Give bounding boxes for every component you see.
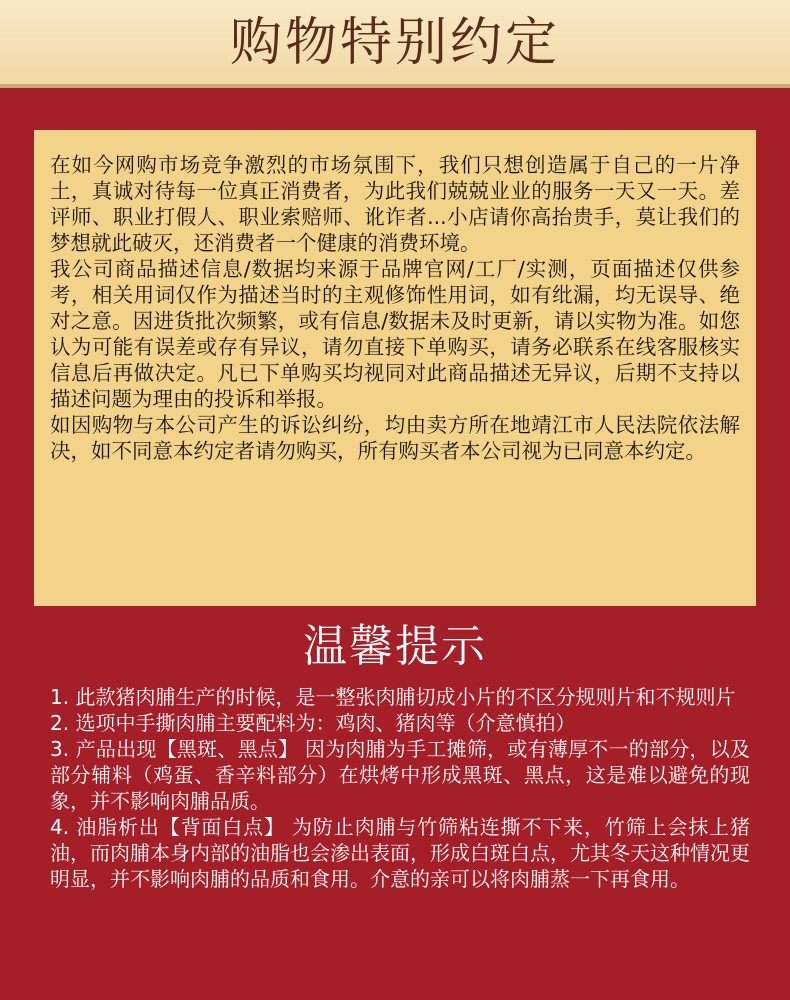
header-banner: [0, 0, 790, 88]
tips-list: [50, 684, 750, 892]
agreement-paragraph: 在如今网购市场竞争激烈的市场氛围下，我们只想创造属于自己的一片净土，真诚对待每一位真正消费者，为此我们兢兢业业的服务一天又一天。差评师、职业打假人、职业索赔师、讹诈者...小店请你高抬贵手，莫让我们的梦想就此破灭，还消费者一个健康的消费环境。: [50, 153, 740, 255]
agreement-paragraph: 我公司商品描述信息/数据均来源于品牌官网/工厂/实测，页面描述仅供参考，相关用词仅作为描述当时的主观修饰性用词，如有纰漏，均无误导、绝对之意。因进货批次频繁，或有信息/数据未及时更新，请以实物为准。如您认为可能有误差或存有异议，请勿直接下单购买，请务必联系在线客服核实信息后再做决定。凡已下单购买均视同对此商品描述无异议，后期不支持以描述问题为理由的投诉和举报。: [50, 257, 740, 411]
tips-item: 1. 此款猪肉脯生产的时候，是一整张肉脯切成小片的不区分规则片和不规则片: [50, 685, 736, 709]
agreement-paragraph: 如因购物与本公司产生的诉讼纠纷，均由卖方所在地靖江市人民法院依法解决，如不同意本约定者请勿购买，所有购买者本公司视为已同意本约定。: [50, 413, 740, 463]
tips-title: 温馨提示: [303, 621, 487, 672]
tips-item: 3. 产品出现【黑斑、黑点】 因为肉脯为手工摊筛，或有薄厚不一的部分，以及部分辅料（鸡蛋、香辛料部分）在烘烤中形成黑斑、黑点，这是难以避免的现象，并不影响肉脯品质。: [50, 737, 750, 813]
page-title: 购物特别约定: [229, 13, 560, 73]
tips-item: 2. 选项中手撕肉脯主要配料为：鸡肉、猪肉等（介意慎拍）: [50, 711, 576, 735]
agreement-notice-box: [34, 130, 756, 606]
tips-item: 4. 油脂析出【背面白点】 为防止肉脯与竹筛粘连撕不下来，竹筛上会抹上猪油，而肉脯本身内部的油脂也会渗出表面，形成白斑白点，尤其冬天这种情况更明显，并不影响肉脯的品质和食用。介意的亲可以将肉脯蒸一下再食用。: [50, 815, 750, 891]
